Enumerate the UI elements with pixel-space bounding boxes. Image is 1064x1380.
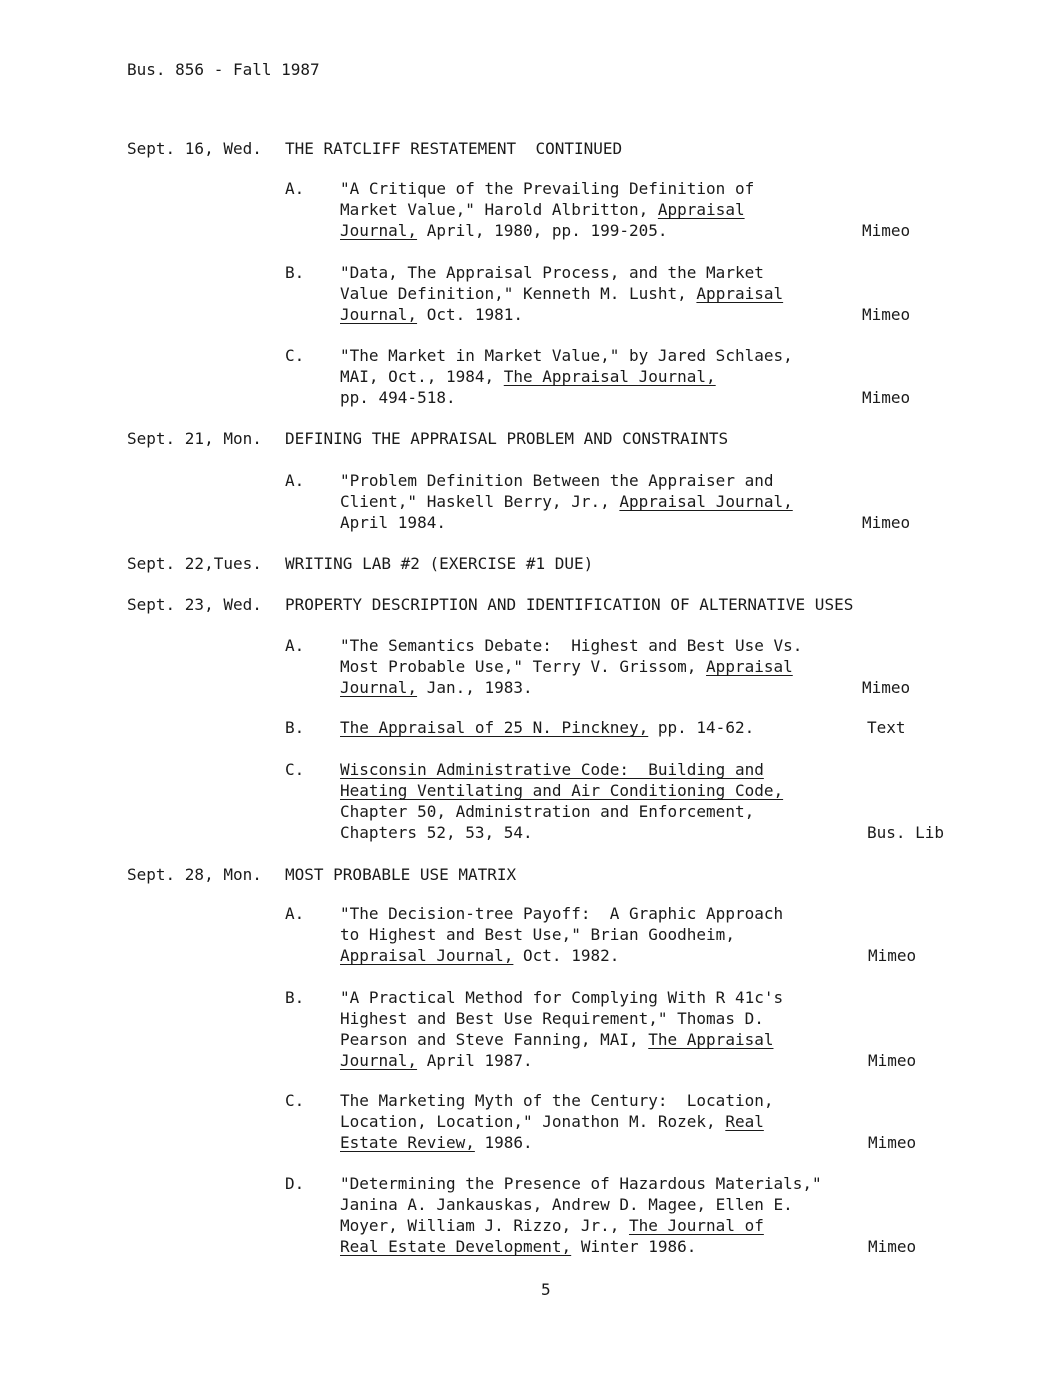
source-location: Text [867,718,906,737]
citation-text: Chapter 50, Administration and Enforcement, [340,802,755,821]
reading-line [340,491,793,512]
reading-line [340,387,456,408]
citation-text: Client," Haskell Berry, Jr., [340,492,620,511]
publication-title: Real Estate Development, [340,1237,572,1256]
citation-text: "The Decision-tree Payoff: A Graphic Approach [340,904,784,923]
publication-title: The Appraisal Journal, [503,367,716,386]
reading-line [340,1173,822,1194]
reading-line [340,759,764,780]
reading-line [340,822,533,843]
session-topic: MOST PROBABLE USE MATRIX [285,865,517,884]
reading-line [340,1090,773,1111]
citation-text: Pearson and Steve Fanning, MAI, [340,1030,649,1049]
session-topic: DEFINING THE APPRAISAL PROBLEM AND CONSTRAINTS [285,429,729,448]
reading-line [340,1215,764,1236]
reading-letter: D. [285,1174,305,1193]
reading-line [340,987,783,1008]
publication-title: The Journal of [628,1216,764,1235]
reading-line [340,780,783,801]
citation-text: April 1984. [340,513,446,532]
session-topic: PROPERTY DESCRIPTION AND IDENTIFICATION OF ALTERNATIVE USES [285,595,854,614]
source-location: Mimeo [862,388,911,407]
session-date: Sept. 23, Wed. [127,595,262,614]
citation-text: The Marketing Myth of the Century: Location, [340,1091,774,1110]
reading-letter: B. [285,263,305,282]
citation-text: to Highest and Best Use," Brian Goodheim, [340,925,735,944]
citation-text: Chapters 52, 53, 54. [340,823,533,842]
citation-text: Location, Location," Jonathon M. Rozek, [340,1112,726,1131]
reading-line [340,512,446,533]
reading-line [340,1008,764,1029]
citation-text: Moyer, William J. Rizzo, Jr., [340,1216,629,1235]
citation-text: Market Value," Harold Albritton, [340,200,658,219]
citation-text: April, 1980, pp. 199-205. [417,221,668,240]
reading-line [340,1236,696,1257]
publication-title: Estate Review, [340,1133,475,1152]
publication-title: Appraisal [696,284,784,303]
source-location: Mimeo [862,305,911,324]
source-location: Mimeo [868,1051,917,1070]
reading-line [340,677,533,698]
reading-line [340,178,754,199]
session-date: Sept. 22,Tues. [127,554,262,573]
reading-line [340,924,735,945]
reading-line [340,656,793,677]
reading-line [340,1029,773,1050]
reading-letter: A. [285,471,305,490]
citation-text: MAI, Oct., 1984, [340,367,504,386]
citation-text: Most Probable Use," Terry V. Grissom, [340,657,707,676]
reading-line [340,304,523,325]
citation-text: Winter 1986. [571,1237,697,1256]
source-location: Mimeo [862,513,911,532]
reading-letter: C. [285,1091,305,1110]
reading-line [340,470,773,491]
reading-line [340,283,783,304]
reading-letter: A. [285,636,305,655]
source-location: Mimeo [862,678,911,697]
source-location: Mimeo [862,221,911,240]
publication-title: Appraisal [657,200,745,219]
reading-letter: B. [285,988,305,1007]
reading-line [340,199,745,220]
session-date: Sept. 21, Mon. [127,429,262,448]
citation-text: "The Market in Market Value," by Jared Schlaes, [340,346,793,365]
reading-line [340,903,783,924]
citation-text: "A Practical Method for Complying With R 41c's [340,988,784,1007]
session-date: Sept. 28, Mon. [127,865,262,884]
citation-text: Oct. 1981. [417,305,524,324]
reading-line [340,262,764,283]
reading-letter: A. [285,904,305,923]
source-location: Mimeo [868,1237,917,1256]
citation-text: April 1987. [417,1051,533,1070]
reading-line [340,945,619,966]
reading-line [340,801,754,822]
publication-title: Journal, [340,305,418,324]
course-header: Bus. 856 - Fall 1987 [127,60,320,79]
page-number: 5 [541,1280,551,1299]
publication-title: Appraisal [706,657,793,676]
reading-letter: B. [285,718,305,737]
source-location: Mimeo [868,946,917,965]
publication-title: Real [725,1112,764,1131]
session-topic: WRITING LAB #2 (EXERCISE #1 DUE) [285,554,594,573]
reading-letter: C. [285,346,305,365]
citation-text: Value Definition," Kenneth M. Lusht, [340,284,697,303]
publication-title: The Appraisal of 25 N. Pinckney, [340,718,649,737]
citation-text: "The Semantics Debate: Highest and Best Use Vs. [340,636,803,655]
publication-title: The Appraisal [648,1030,774,1049]
publication-title: Appraisal Journal, [619,492,793,511]
reading-line [340,1111,764,1132]
citation-text: "Problem Definition Between the Appraiser and [340,471,774,490]
reading-line [340,220,668,241]
citation-text: Jan., 1983. [417,678,533,697]
source-location: Mimeo [868,1133,917,1152]
publication-title: Heating Ventilating and Air Conditioning Code, [340,781,784,800]
publication-title: Wisconsin Administrative Code: Building and [340,760,764,779]
session-date: Sept. 16, Wed. [127,139,262,158]
session-topic: THE RATCLIFF RESTATEMENT CONTINUED [285,139,623,158]
reading-letter: C. [285,760,305,779]
publication-title: Appraisal Journal, [340,946,514,965]
citation-text: "A Critique of the Prevailing Definition of [340,179,755,198]
citation-text: Highest and Best Use Requirement," Thomas D. [340,1009,764,1028]
reading-line [340,717,754,738]
reading-line [340,1194,793,1215]
reading-line [340,635,802,656]
citation-text: Janina A. Jankauskas, Andrew D. Magee, Ellen E. [340,1195,793,1214]
citation-text: 1986. [474,1133,533,1152]
publication-title: Journal, [340,221,418,240]
citation-text: "Data, The Appraisal Process, and the Market [340,263,764,282]
publication-title: Journal, [340,678,418,697]
citation-text: pp. 14-62. [648,718,755,737]
reading-line [340,366,716,387]
source-location: Bus. Lib [867,823,945,842]
citation-text: pp. 494-518. [340,388,456,407]
citation-text: "Determining the Presence of Hazardous Materials," [340,1174,822,1193]
publication-title: Journal, [340,1051,418,1070]
citation-text: Oct. 1982. [513,946,620,965]
reading-letter: A. [285,179,305,198]
reading-line [340,1050,533,1071]
reading-line [340,345,793,366]
reading-line [340,1132,533,1153]
